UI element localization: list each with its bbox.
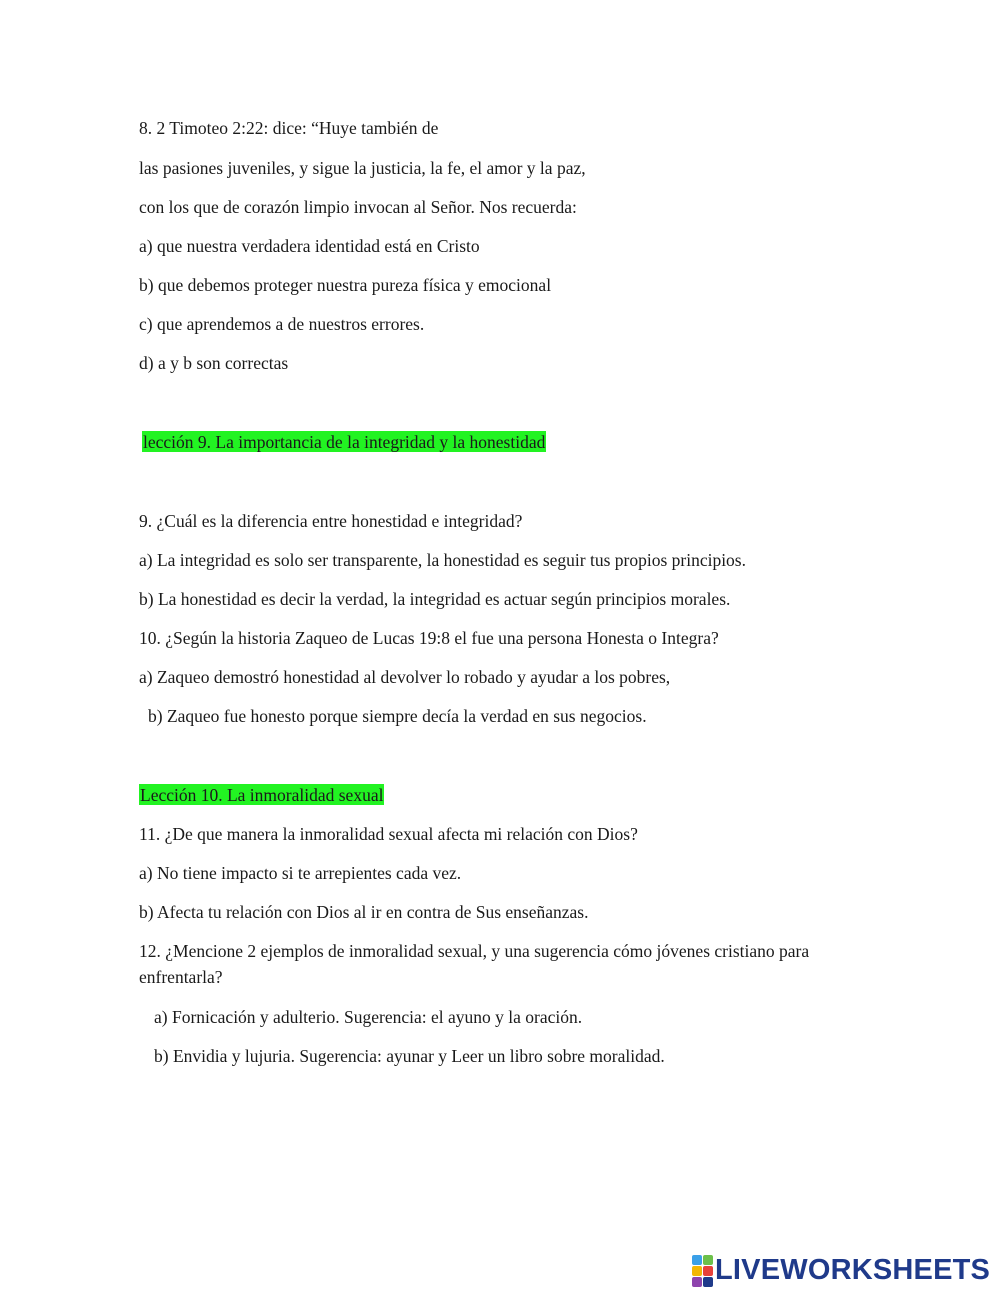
lesson-10-heading: [139, 784, 384, 806]
q12-option-b[interactable]: b) Envidia y lujuria. Sugerencia: ayunar y Leer un libro sobre moralidad.: [154, 1046, 665, 1066]
q8-line-1: 8. 2 Timoteo 2:22: dice: “Huye también de: [139, 118, 439, 138]
q8-option-a[interactable]: a) que nuestra verdadera identidad está en Cristo: [139, 236, 480, 256]
q12-option-a[interactable]: a) Fornicación y adulterio. Sugerencia: el ayuno y la oración.: [154, 1007, 583, 1027]
q8-line-2: las pasiones juveniles, y sigue la justicia, la fe, el amor y la paz,: [139, 158, 586, 178]
liveworksheets-logo: [692, 1252, 990, 1288]
q10-question: 10. ¿Según la historia Zaqueo de Lucas 19:8 el fue una persona Honesta o Integra?: [139, 628, 719, 648]
lesson-9-heading: [142, 431, 546, 453]
q9-question: 9. ¿Cuál es la diferencia entre honestidad e integridad?: [139, 511, 523, 531]
q11-option-b[interactable]: b) Afecta tu relación con Dios al ir en contra de Sus enseñanzas.: [139, 902, 589, 922]
liveworksheets-logo-icon: [692, 1255, 712, 1285]
q10-option-b[interactable]: b) Zaqueo fue honesto porque siempre decía la verdad en sus negocios.: [148, 706, 647, 726]
lesson-10-title: Lección 10. La inmoralidad sexual: [140, 785, 384, 805]
liveworksheets-logo-text: LIVEWORKSHEETS: [715, 1253, 991, 1286]
q8-option-d[interactable]: d) a y b son correctas: [139, 353, 289, 373]
q11-question: 11. ¿De que manera la inmoralidad sexual afecta mi relación con Dios?: [139, 824, 638, 844]
q9-option-b[interactable]: b) La honestidad es decir la verdad, la integridad es actuar según principios morales.: [139, 589, 731, 609]
q9-option-a[interactable]: a) La integridad es solo ser transparente, la honestidad es seguir tus propios principios.: [139, 550, 746, 570]
q11-option-a[interactable]: a) No tiene impacto si te arrepientes cada vez.: [139, 863, 462, 883]
q10-option-a[interactable]: a) Zaqueo demostró honestidad al devolver lo robado y ayudar a los pobres,: [139, 667, 671, 687]
lesson-9-title: lección 9. La importancia de la integridad y la honestidad: [143, 432, 546, 452]
q12-question: 12. ¿Mencione 2 ejemplos de inmoralidad sexual, y una sugerencia cómo jóvenes cristiano para enfrentarla?: [139, 941, 810, 987]
q8-option-b[interactable]: b) que debemos proteger nuestra pureza física y emocional: [139, 275, 552, 295]
q8-line-3: con los que de corazón limpio invocan al Señor. Nos recuerda:: [139, 197, 577, 217]
q8-option-c[interactable]: c) que aprendemos a de nuestros errores.: [139, 314, 425, 334]
